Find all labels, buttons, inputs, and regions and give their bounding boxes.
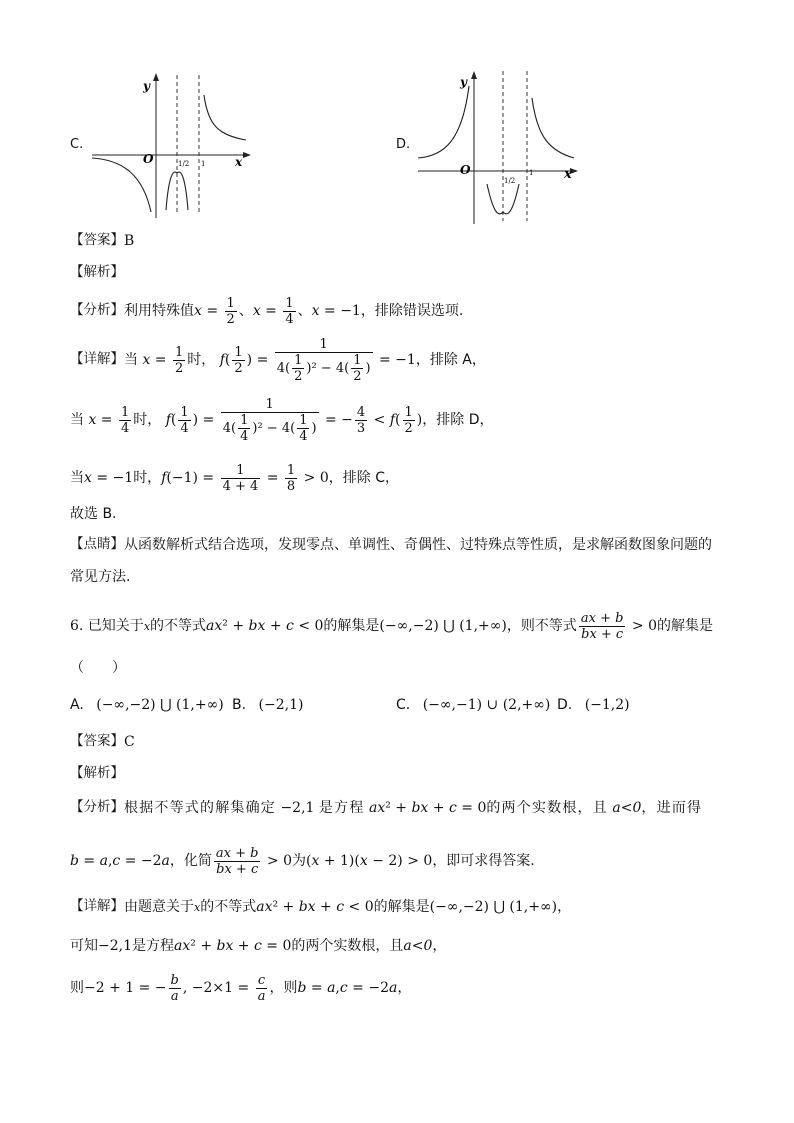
curve-right — [204, 95, 246, 140]
q6-answer-line: 【答案】 C — [70, 733, 135, 750]
comment-tag: 【点睛】 — [70, 536, 124, 553]
q6-option-b[interactable]: B. (−2,1) — [232, 697, 304, 713]
analysis-tag: 【解析】 — [70, 264, 124, 280]
q5-detail-line-1: 【详解】 当 x = $\frac{1}{2}$ 时， f ( $\frac{1}{2}$ ) = 1 4( $\frac{1}{2}$ )² − 4( $\frac{1}{2}$ ) = −1 ，排除 A， — [70, 336, 486, 384]
axis-x-label: x — [564, 167, 572, 182]
y-axis-arrow — [471, 71, 477, 79]
fenxi-text: 利用特殊值 — [124, 303, 194, 319]
graph-option-c — [88, 70, 253, 220]
origin-label: O — [460, 163, 471, 177]
q6-detail-line-1: 【详解】 由题意关于 x 的不等式 ax ² + bx + c < 0 的解集是 (−∞,−2) ⋃ (1,+∞) ， — [70, 898, 572, 915]
x-axis-arrow — [243, 152, 251, 158]
q6-fenxi-line-1: 【分析】 根据不等式的解集确定 −2,1 是方程 ax ² + bx + c = 0 的两个实数根，且 a<0 ，进而得 — [70, 799, 703, 816]
q6-paren: （ ） — [70, 660, 126, 676]
q5-comment-line-2: 常见方法. — [70, 569, 131, 585]
tick-half-label: 1/2 — [504, 177, 516, 185]
q6-number: 6. — [70, 618, 84, 634]
axis-x-label: x — [235, 155, 243, 169]
q5-detail-line-2: 当 x = $\frac{1}{4}$ 时， f ( $\frac{1}{4}$ ) = 1 4( $\frac{1}{4}$ )² − 4( $\frac{1}{4}$ ) = − $\frac{4}{3}$ < f ( $\frac{1}{2}$ ) ，排除 D， — [70, 396, 494, 444]
q5-fenxi-line: 【分析】 利用特殊值 x = $\frac{1}{2}$ 、 x = $\frac{1}{4}$ 、 x = −1 ，排除错误选项. — [70, 295, 464, 327]
graph-option-d — [414, 66, 584, 226]
answer-value: B — [124, 233, 135, 249]
tick-one-label: 1 — [529, 169, 534, 177]
q5-analysis-line — [70, 266, 124, 280]
fenxi-tag: 【分析】 — [70, 302, 124, 319]
axis-y-label: y — [143, 79, 150, 93]
q5-comment-line-1: 【点睛】 从函数解析式结合选项，发现零点、单调性、奇偶性、过特殊点等性质，是求解函数图象问题的 — [70, 536, 712, 553]
curve-left — [418, 86, 469, 158]
detail-tag: 【详解】 — [70, 351, 124, 368]
q5-conclusion: 故选 B. — [70, 506, 117, 522]
q6-option-d[interactable]: D. (−1,2) — [557, 697, 630, 713]
answer-tag: 【答案】 — [70, 232, 124, 249]
y-axis-arrow — [153, 73, 159, 81]
curve-right — [532, 98, 574, 158]
tick-half-label: 1/2 — [178, 160, 190, 168]
q6-stem: 6. 已知关于 x 的不等式 ax ² + bx + c < 0 的解集是 (−∞,−2) ⋃ (1,+∞) ，则不等式 $\frac{ax + b}{bx + c}$ > 0 的解集是 — [70, 610, 713, 642]
axis-y-label: y — [460, 75, 467, 89]
q5-detail-line-3: 当 x = −1 时， f (−1) = $\frac{1}{4 + 4}$ = $\frac{1}{8}$ > 0 ，排除 C， — [70, 462, 399, 494]
q6-fenxi-line-2: b = a , c = −2 a ，化简 $\frac{ax + b}{bx + c}$ > 0 为 ( x + 1)( x − 2) > 0 ，即可求得答案. — [70, 845, 535, 877]
q5-answer-line — [70, 234, 134, 248]
q6-answer-value: C — [124, 734, 135, 750]
origin-label: O — [143, 152, 154, 166]
q6-option-a[interactable]: A. (−∞,−2) ⋃ (1,+∞) — [70, 697, 224, 713]
q6-detail-line-2: 可知 −2,1 是方程 ax ² + bx + c = 0 的两个实数根，且 a<0 ， — [70, 938, 447, 954]
tick-one-label: 1 — [201, 160, 206, 168]
q6-option-c[interactable]: C. (−∞,−1) ∪ (2,+∞) — [396, 697, 551, 713]
q6-detail-line-3: 则 −2 + 1 = − $\frac{b}{a}$ , −2×1 = $\frac{c}{a}$ ，则 b = a , c = −2 a ， — [70, 972, 412, 1004]
q6-analysis-line: 【解析】 — [70, 765, 124, 781]
curve-left — [92, 158, 151, 212]
option-c-label: C. — [70, 137, 84, 152]
option-d-label: D. — [396, 137, 411, 152]
